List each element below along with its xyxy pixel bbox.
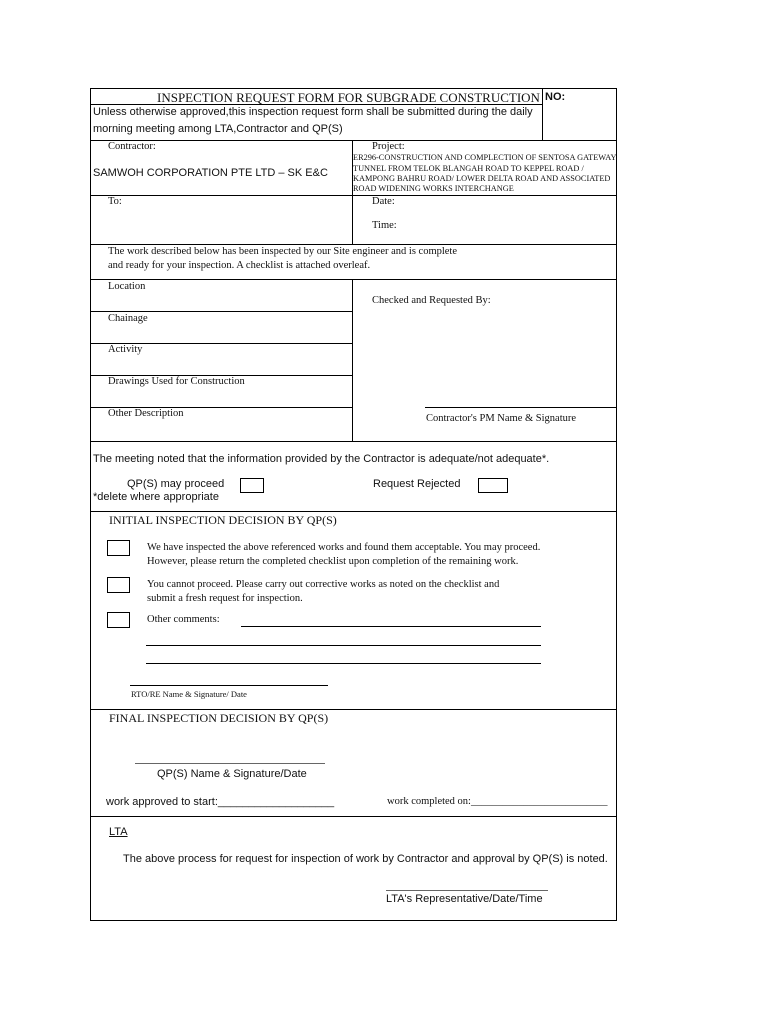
project-label: Project: bbox=[372, 141, 405, 152]
activity-label: Activity bbox=[108, 344, 143, 355]
final-inspection-heading: FINAL INSPECTION DECISION BY QP(S) bbox=[109, 711, 329, 725]
rto-signature-line bbox=[130, 685, 328, 686]
rto-signature-label: RTO/RE Name & Signature/ Date bbox=[131, 689, 247, 699]
project-line-3: KAMPONG BAHRU ROAD/ LOWER DELTA ROAD AND ASSOCIATED bbox=[353, 174, 611, 183]
chainage-label: Chainage bbox=[108, 313, 148, 324]
contractor-row-bottom-line bbox=[90, 195, 617, 196]
lta-signature-line bbox=[386, 890, 548, 891]
other-comments-label: Other comments: bbox=[147, 614, 220, 625]
reject-option-line-1: You cannot proceed. Please carry out corrective works as noted on the checklist and bbox=[147, 579, 500, 590]
accept-option-checkbox[interactable] bbox=[107, 540, 130, 556]
fields-divider bbox=[352, 279, 353, 441]
other-comments-line-3[interactable] bbox=[146, 663, 541, 664]
work-statement-line-2: and ready for your inspection. A checklist is attached overleaf. bbox=[108, 260, 371, 271]
frame-left-line bbox=[90, 88, 91, 921]
to-label: To: bbox=[108, 196, 122, 207]
delete-note: *delete where appropriate bbox=[93, 491, 219, 503]
work-statement-line-1: The work described below has been inspected by our Site engineer and is complete bbox=[108, 246, 458, 257]
request-rejected-label: Request Rejected bbox=[373, 478, 461, 490]
date-label: Date: bbox=[372, 196, 395, 207]
initial-inspection-heading: INITIAL INSPECTION DECISION BY QP(S) bbox=[109, 513, 337, 527]
fields-bottom-line bbox=[90, 441, 617, 442]
drawings-label: Drawings Used for Construction bbox=[108, 376, 245, 387]
initial-bottom-line bbox=[90, 709, 617, 710]
other-comments-line-2[interactable] bbox=[146, 645, 541, 646]
to-row-bottom-line bbox=[90, 244, 617, 245]
no-box-divider bbox=[542, 88, 543, 140]
work-completed-on: work completed on:__________________________ bbox=[387, 796, 608, 807]
intro-line-1: Unless otherwise approved,this inspection request form shall be submitted during the daily bbox=[93, 106, 533, 118]
lta-heading: LTA bbox=[109, 826, 128, 838]
contractor-label: Contractor: bbox=[108, 141, 156, 152]
intro-line-2: morning meeting among LTA,Contractor and QP(S) bbox=[93, 123, 343, 135]
other-description-label: Other Description bbox=[108, 408, 184, 419]
location-label: Location bbox=[108, 281, 146, 292]
pm-signature-line bbox=[425, 407, 616, 408]
qps-may-proceed-checkbox[interactable] bbox=[240, 478, 264, 493]
lta-note: The above process for request for inspection of work by Contractor and approval by QP(S) is noted. bbox=[123, 853, 608, 865]
form-title: INSPECTION REQUEST FORM FOR SUBGRADE CONSTRUCTION bbox=[157, 90, 540, 105]
accept-option-line-2: However, please return the completed checklist upon completion of the remaining work. bbox=[147, 556, 519, 567]
contractor-pm-signature: Contractor's PM Name & Signature bbox=[426, 413, 577, 424]
qps-signature-line bbox=[135, 763, 325, 764]
qps-signature-label: QP(S) Name & Signature/Date bbox=[157, 768, 307, 780]
other-comments-line-1[interactable] bbox=[241, 626, 541, 627]
project-line-1: ER296-CONSTRUCTION AND COMPLECTION OF SENTOSA GATEWAY bbox=[353, 153, 617, 162]
frame-bottom-line bbox=[90, 920, 617, 921]
location-bottom-line bbox=[90, 311, 352, 312]
project-line-2: TUNNEL FROM TELOK BLANGAH ROAD TO KEPPEL ROAD / bbox=[353, 164, 584, 173]
header-bottom-line bbox=[90, 140, 617, 141]
meeting-bottom-line bbox=[90, 511, 617, 512]
lta-representative-label: LTA's Representative/Date/Time bbox=[386, 893, 543, 905]
time-label: Time: bbox=[372, 220, 397, 231]
reject-option-line-2: submit a fresh request for inspection. bbox=[147, 593, 303, 604]
work-approved-start: work approved to start:___________________ bbox=[106, 796, 335, 808]
no-label: NO: bbox=[545, 91, 566, 103]
reject-option-checkbox[interactable] bbox=[107, 577, 130, 593]
statement-row-bottom-line bbox=[90, 279, 617, 280]
frame-right-line bbox=[616, 88, 617, 921]
qps-may-proceed-label: QP(S) may proceed bbox=[127, 478, 225, 490]
meeting-note: The meeting noted that the information provided by the Contractor is adequate/not adequate*. bbox=[93, 453, 550, 465]
project-line-4: ROAD WIDENING WORKS INTERCHANGE bbox=[353, 184, 514, 193]
checked-requested-by: Checked and Requested By: bbox=[372, 295, 491, 306]
accept-option-line-1: We have inspected the above referenced works and found them acceptable. You may proceed. bbox=[147, 542, 541, 553]
contractor-value: SAMWOH CORPORATION PTE LTD – SK E&C bbox=[93, 167, 328, 179]
final-bottom-line bbox=[90, 816, 617, 817]
frame-top-line bbox=[90, 88, 617, 89]
other-comments-checkbox[interactable] bbox=[107, 612, 130, 628]
request-rejected-checkbox[interactable] bbox=[478, 478, 508, 493]
